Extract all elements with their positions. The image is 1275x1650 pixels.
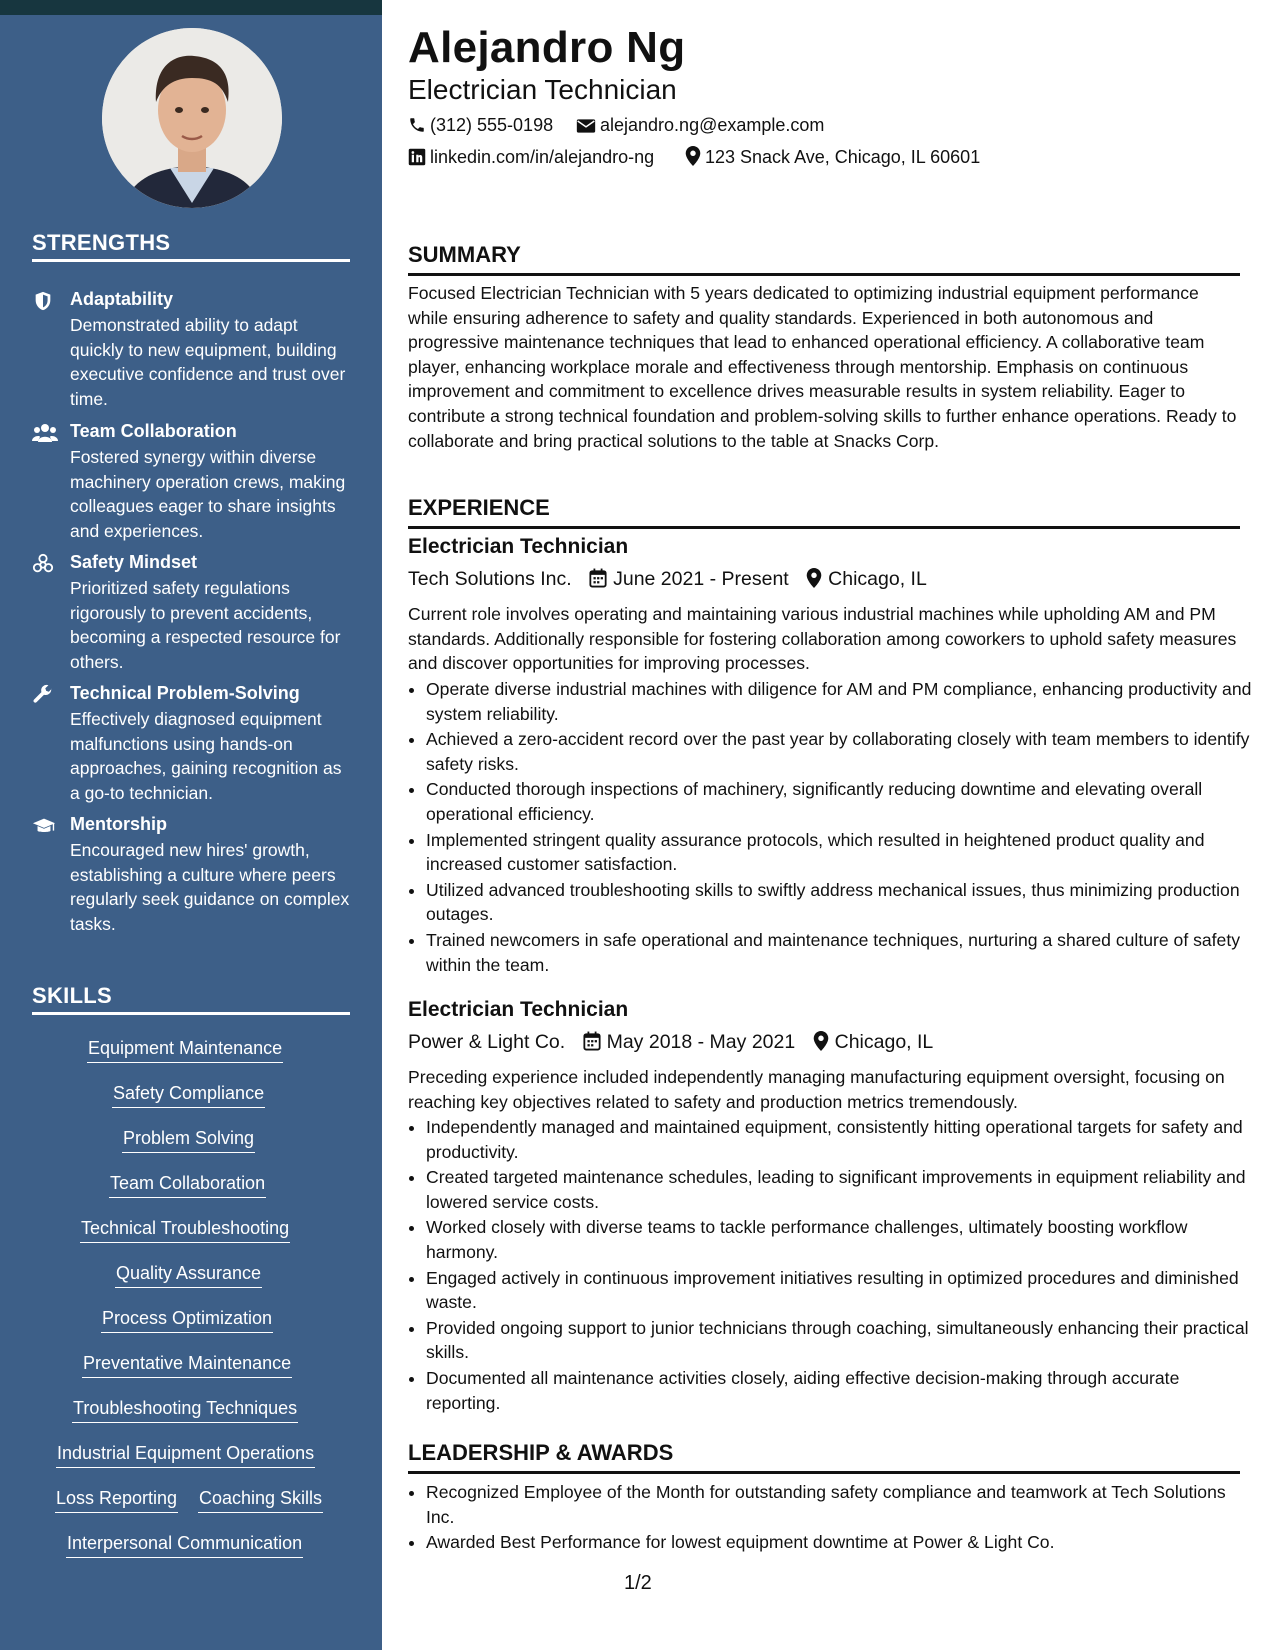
job-bullet: • Independently managed and maintained equipment, consistently hitting operational targets for safety and productivity. [426, 1115, 1258, 1164]
sidebar-top-band [0, 0, 382, 15]
skill-tag: Industrial Equipment Operations [56, 1442, 315, 1468]
award-item: • Awarded Best Performance for lowest equipment downtime at Power & Light Co. [426, 1530, 1258, 1555]
sidebar [0, 15, 382, 1650]
phone-icon [408, 116, 426, 134]
map-pin-icon [813, 1031, 829, 1051]
skills-heading: SKILLS [32, 983, 350, 1015]
job-bullets [408, 1115, 1258, 1416]
job-bullet: • Conducted thorough inspections of machinery, significantly reducing downtime and elevating overall operational efficiency. [426, 777, 1258, 826]
shield-icon [32, 290, 56, 312]
strength-title: Adaptability [70, 289, 174, 309]
candidate-name: Alejandro Ng [408, 23, 686, 72]
candidate-role: Electrician Technician [408, 74, 677, 105]
strength-title: Safety Mindset [70, 552, 198, 572]
job-bullets [408, 677, 1258, 978]
job-title: Electrician Technician [408, 998, 629, 1021]
skill-tag: Team Collaboration [109, 1172, 266, 1198]
strength-title: Mentorship [70, 814, 167, 834]
skill-tag: Troubleshooting Techniques [72, 1397, 298, 1423]
skill-tag: Process Optimization [101, 1307, 273, 1333]
job-meta [408, 565, 927, 593]
job-bullet: • Implemented stringent quality assurance protocols, which resulted in heightened product quality and increased customer satisfaction. [426, 828, 1258, 877]
strength-desc: Effectively diagnosed equipment malfunctions using hands-on approaches, gaining recognition as a go-to technician. [70, 709, 342, 803]
awards-list [408, 1480, 1258, 1556]
linkedin-text: linkedin.com/in/alejandro-ng [430, 147, 655, 167]
strength-desc: Prioritized safety regulations rigorously to prevent accidents, becoming a respected resource for others. [70, 578, 341, 672]
job-bullet: • Operate diverse industrial machines with diligence for AM and PM compliance, enhancing productivity and system reliability. [426, 677, 1258, 726]
map-pin-icon [806, 568, 822, 588]
skill-tag: Equipment Maintenance [87, 1037, 283, 1063]
job-bullet: • Engaged actively in continuous improvement initiatives resulting in optimized procedures and diminished waste. [426, 1266, 1258, 1315]
awards-heading: LEADERSHIP & AWARDS [408, 1439, 1240, 1474]
phone-text: (312) 555-0198 [430, 115, 554, 135]
job-meta [408, 1028, 933, 1056]
skill-tag: Coaching Skills [198, 1487, 323, 1513]
map-pin-icon [685, 146, 701, 166]
job-bullet: • Trained newcomers in safe operational and maintenance techniques, nurturing a shared culture of safety within the team. [426, 928, 1258, 977]
summary-text: Focused Electrician Technician with 5 years dedicated to optimizing industrial equipment performance while ensuring adherence to safety and quality standards. Experienced in both autonomous and progressive maintenance techniques that lead to enhanced operational efficiency. A collaborative team player, enhancing workplace morale and effectiveness through mentorship. Emphasis on continuous improvement and commitment to excellence drives measurable results in system reliability. Eager to contribute a strong technical foundation and problem-solving skills to further enhance operations. Ready to collaborate and bring practical solutions to the table at Snacks Corp. [408, 283, 1237, 451]
graduation-cap-icon [32, 815, 56, 837]
skill-tag: Interpersonal Communication [66, 1532, 303, 1558]
award-item: • Recognized Employee of the Month for outstanding safety compliance and teamwork at Tech Solutions Inc. [426, 1480, 1258, 1529]
strength-desc: Encouraged new hires' growth, establishing a culture where peers regularly seek guidance on complex tasks. [70, 840, 350, 934]
address-contact [685, 145, 980, 169]
job-bullet: • Achieved a zero-accident record over the past year by collaborating closely with team members to identify safety risks. [426, 727, 1258, 776]
biohazard-icon [32, 553, 56, 575]
profile-photo [102, 28, 282, 208]
job-description: Current role involves operating and maintaining various industrial machines while upholding AM and PM standards. Additionally responsible for fostering collaboration among coworkers to uphold safety measures and discover opportunities for improving processes. [408, 604, 1237, 674]
skill-tag: Problem Solving [122, 1127, 255, 1153]
job-location: Chicago, IL [828, 568, 927, 590]
job-company: Power & Light Co. [408, 1031, 566, 1053]
strength-desc: Fostered synergy within diverse machinery operation crews, making colleagues eager to share insights and experiences. [70, 447, 346, 541]
job-bullet: • Worked closely with diverse teams to tackle performance challenges, ultimately boosting workflow harmony. [426, 1215, 1258, 1264]
skill-tag: Quality Assurance [115, 1262, 262, 1288]
job-bullet: • Utilized advanced troubleshooting skills to swiftly address mechanical issues, thus minimizing production outages. [426, 878, 1258, 927]
users-icon [32, 422, 56, 444]
skill-tag: Loss Reporting [55, 1487, 178, 1513]
experience-heading: EXPERIENCE [408, 494, 1240, 529]
skill-tag: Technical Troubleshooting [80, 1217, 290, 1243]
job-description: Preceding experience included independently managing manufacturing equipment oversight, focusing on reaching key objectives related to safety and production metrics tremendously. [408, 1067, 1225, 1112]
wrench-icon [32, 684, 56, 706]
job-bullet: • Documented all maintenance activities closely, aiding effective decision-making through accurate reporting. [426, 1366, 1258, 1415]
email-text: alejandro.ng@example.com [600, 115, 825, 135]
email-contact[interactable] [576, 113, 824, 137]
strength-desc: Demonstrated ability to adapt quickly to new equipment, building executive confidence and trust over time. [70, 315, 346, 409]
summary-heading: SUMMARY [408, 241, 1240, 276]
calendar-icon [589, 568, 607, 588]
job-dates: May 2018 - May 2021 [606, 1031, 796, 1053]
strengths-heading: STRENGTHS [32, 230, 350, 262]
job-bullet: • Created targeted maintenance schedules, leading to significant improvements in equipment reliability and lowered service costs. [426, 1165, 1258, 1214]
strength-title: Team Collaboration [70, 421, 237, 441]
phone-contact[interactable] [408, 113, 553, 137]
skill-tag: Safety Compliance [112, 1082, 265, 1108]
page-indicator: 1/2 [624, 1572, 652, 1594]
job-location: Chicago, IL [834, 1031, 934, 1053]
job-dates: June 2021 - Present [613, 568, 789, 590]
envelope-icon [576, 118, 596, 134]
address-text: 123 Snack Ave, Chicago, IL 60601 [705, 147, 981, 167]
calendar-icon [583, 1031, 601, 1051]
skill-tag: Preventative Maintenance [82, 1352, 292, 1378]
strength-title: Technical Problem-Solving [70, 683, 300, 703]
linkedin-contact[interactable] [408, 145, 654, 169]
job-company: Tech Solutions Inc. [408, 568, 572, 590]
job-title: Electrician Technician [408, 535, 629, 558]
linkedin-icon [408, 148, 426, 166]
job-bullet: • Provided ongoing support to junior technicians through coaching, simultaneously enhancing their practical skills. [426, 1316, 1258, 1365]
